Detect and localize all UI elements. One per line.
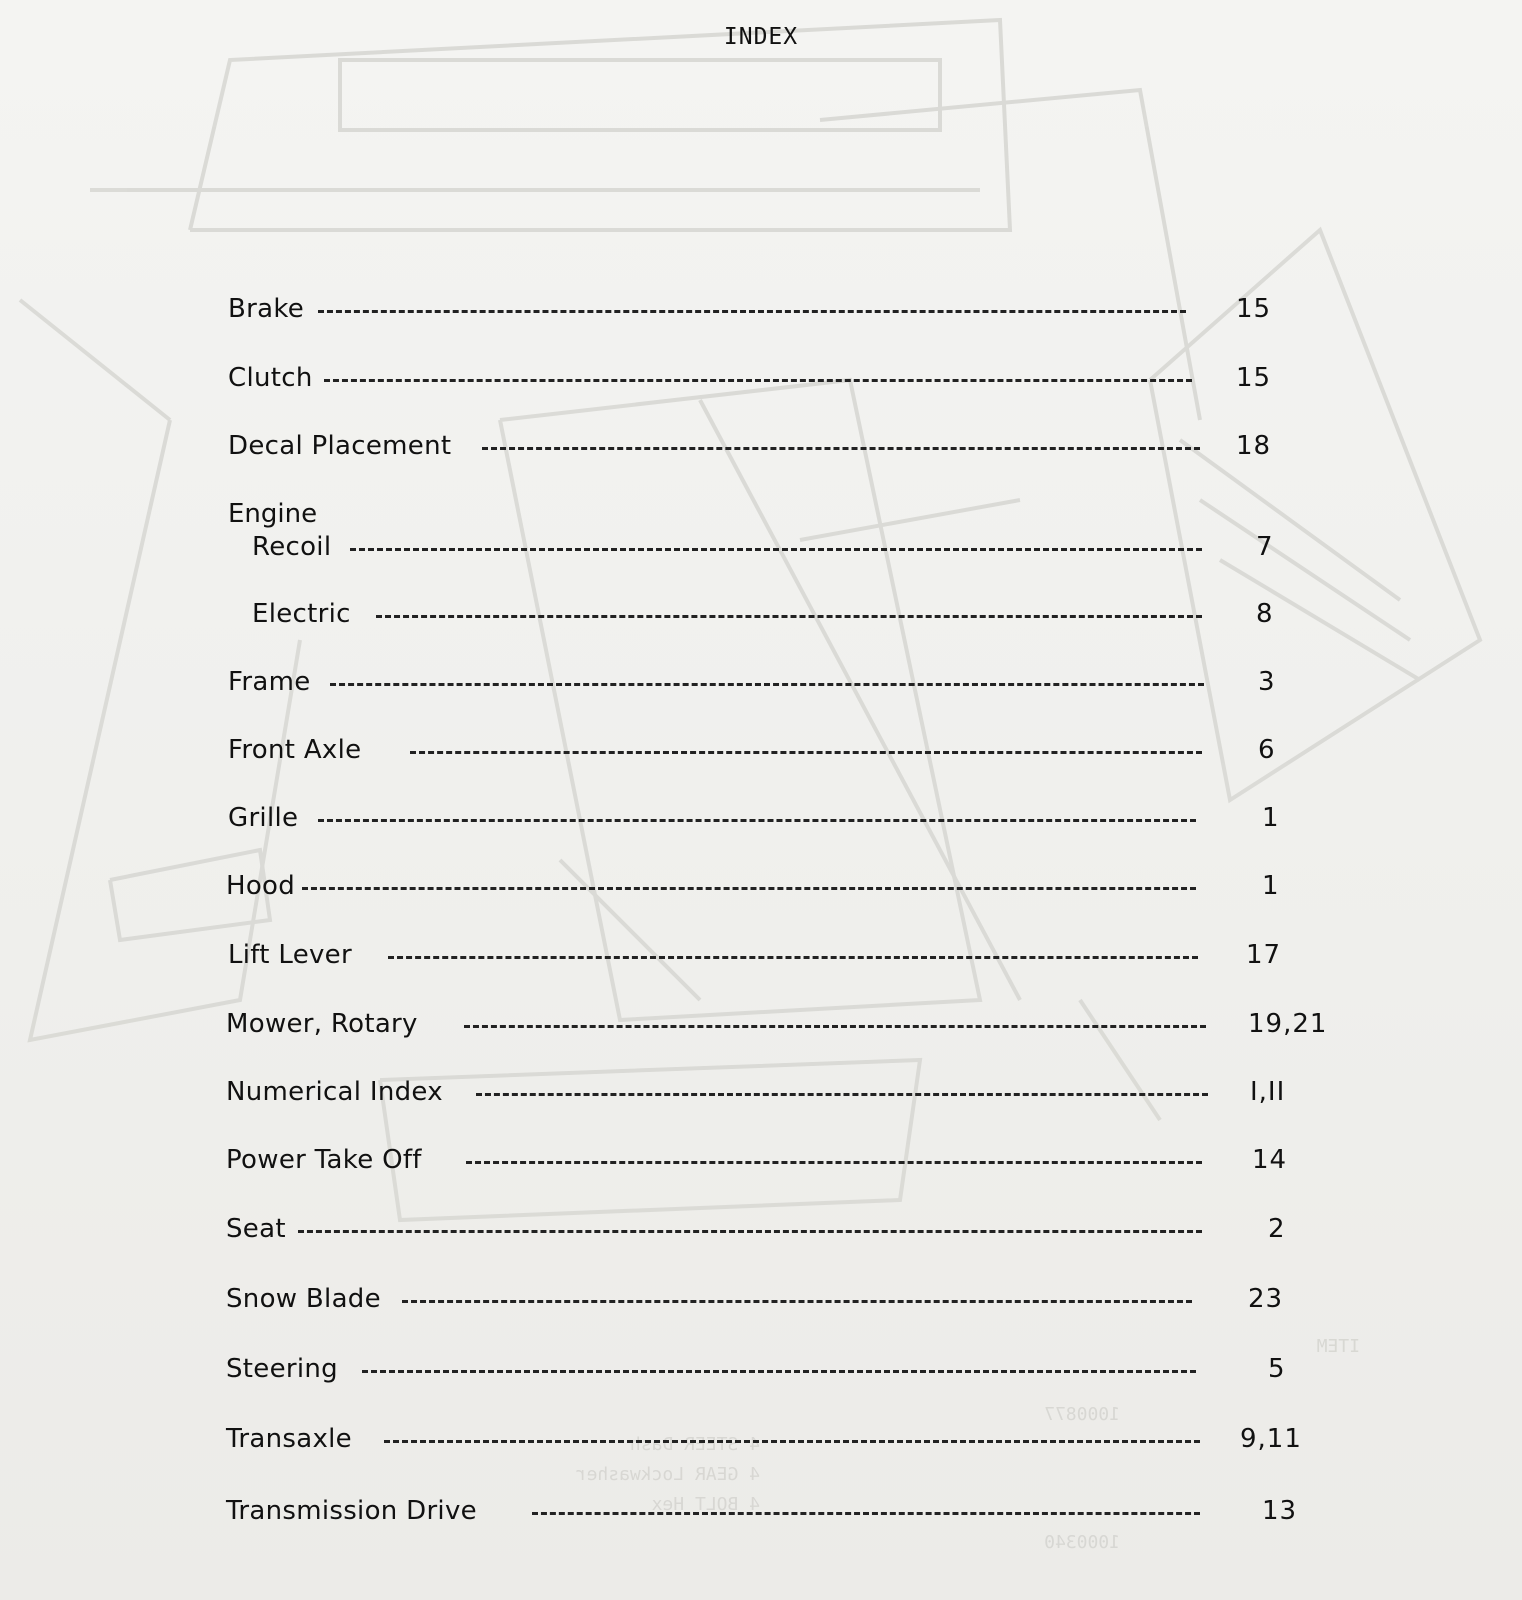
dot-leader [350, 548, 1202, 551]
entry-label: Electric [252, 599, 351, 629]
index-entry-transaxle [0, 1419, 1522, 1459]
dot-leader [402, 1300, 1192, 1303]
entry-page: 13 [1262, 1496, 1298, 1526]
entry-page: 6 [1258, 735, 1276, 765]
entry-page: 14 [1252, 1145, 1288, 1175]
entry-page: 19,21 [1248, 1009, 1328, 1039]
entry-label: Frame [228, 667, 311, 697]
entry-page: I,II [1250, 1077, 1286, 1107]
index-entry-decal-placement [0, 426, 1522, 466]
entry-label: Decal Placement [228, 431, 452, 461]
index-entry-frame [0, 662, 1522, 702]
index-entry-transmission-drive [0, 1491, 1522, 1531]
entry-page: 17 [1246, 940, 1282, 970]
entry-label: Front Axle [228, 735, 362, 765]
entry-label: Seat [226, 1214, 286, 1244]
entry-label: Transmission Drive [226, 1496, 477, 1526]
entry-page: 8 [1256, 599, 1274, 629]
index-entry-electric [0, 594, 1522, 634]
svg-text:1000340: 1000340 [1044, 1532, 1120, 1553]
entry-label: Brake [228, 294, 305, 324]
entry-page: 2 [1268, 1214, 1286, 1244]
dot-leader [388, 956, 1198, 959]
dot-leader [318, 310, 1186, 313]
svg-text:4 GEAR Lockwasher: 4 GEAR Lockwasher [575, 1464, 760, 1485]
index-entry-brake [0, 289, 1522, 329]
svg-text:1000877: 1000877 [1044, 1404, 1120, 1425]
index-entry-mower-rotary [0, 1004, 1522, 1044]
entry-label: Hood [226, 871, 296, 901]
entry-label: Power Take Off [226, 1145, 422, 1175]
entry-page: 7 [1256, 532, 1274, 562]
entry-heading: Engine [228, 499, 318, 529]
entry-page: 3 [1258, 667, 1276, 697]
svg-text:4 BOLT Hex: 4 BOLT Hex [651, 1494, 760, 1515]
index-entry-clutch [0, 358, 1522, 398]
index-entry-front-axle [0, 730, 1522, 770]
dot-leader [466, 1161, 1202, 1164]
index-title: INDEX [723, 24, 799, 50]
entry-label: Transaxle [226, 1424, 352, 1454]
index-entry-steering [0, 1349, 1522, 1389]
index-entry-seat [0, 1209, 1522, 1249]
entry-label: Numerical Index [226, 1077, 443, 1107]
entry-page: 5 [1268, 1354, 1286, 1384]
dot-leader [318, 819, 1196, 822]
svg-text:4 STEER Dash: 4 STEER Dash [629, 1434, 760, 1455]
index-entry-snow-blade [0, 1279, 1522, 1319]
index-entry-numerical-index [0, 1072, 1522, 1112]
dot-leader [302, 887, 1196, 890]
entry-page: 1 [1262, 871, 1280, 901]
index-entry-hood [0, 866, 1522, 906]
entry-page: 9,11 [1240, 1424, 1302, 1454]
index-entry-lift-lever [0, 935, 1522, 975]
entry-label: Grille [228, 803, 299, 833]
entry-page: 1 [1262, 803, 1280, 833]
dot-leader [476, 1093, 1208, 1096]
entry-page: 23 [1248, 1284, 1284, 1314]
index-entry-recoil [0, 527, 1522, 567]
index-entry-power-take-off [0, 1140, 1522, 1180]
entry-page: 15 [1236, 363, 1272, 393]
dot-leader [330, 683, 1204, 686]
svg-text:ITEM: ITEM [1316, 1336, 1360, 1357]
dot-leader [410, 751, 1202, 754]
entry-label: Snow Blade [226, 1284, 381, 1314]
index-entry-grille [0, 798, 1522, 838]
entry-label: Clutch [228, 363, 313, 393]
dot-leader [298, 1230, 1202, 1233]
dot-leader [324, 379, 1192, 382]
dot-leader [376, 615, 1202, 618]
entry-label: Recoil [252, 532, 332, 562]
entry-label: Mower, Rotary [226, 1009, 418, 1039]
entry-page: 15 [1236, 294, 1272, 324]
dot-leader [464, 1025, 1206, 1028]
dot-leader [362, 1370, 1196, 1373]
dot-leader [532, 1512, 1200, 1515]
dot-leader [482, 447, 1200, 450]
entry-label: Lift Lever [228, 940, 352, 970]
entry-page: 18 [1236, 431, 1272, 461]
entry-label: Steering [226, 1354, 338, 1384]
dot-leader [384, 1440, 1200, 1443]
